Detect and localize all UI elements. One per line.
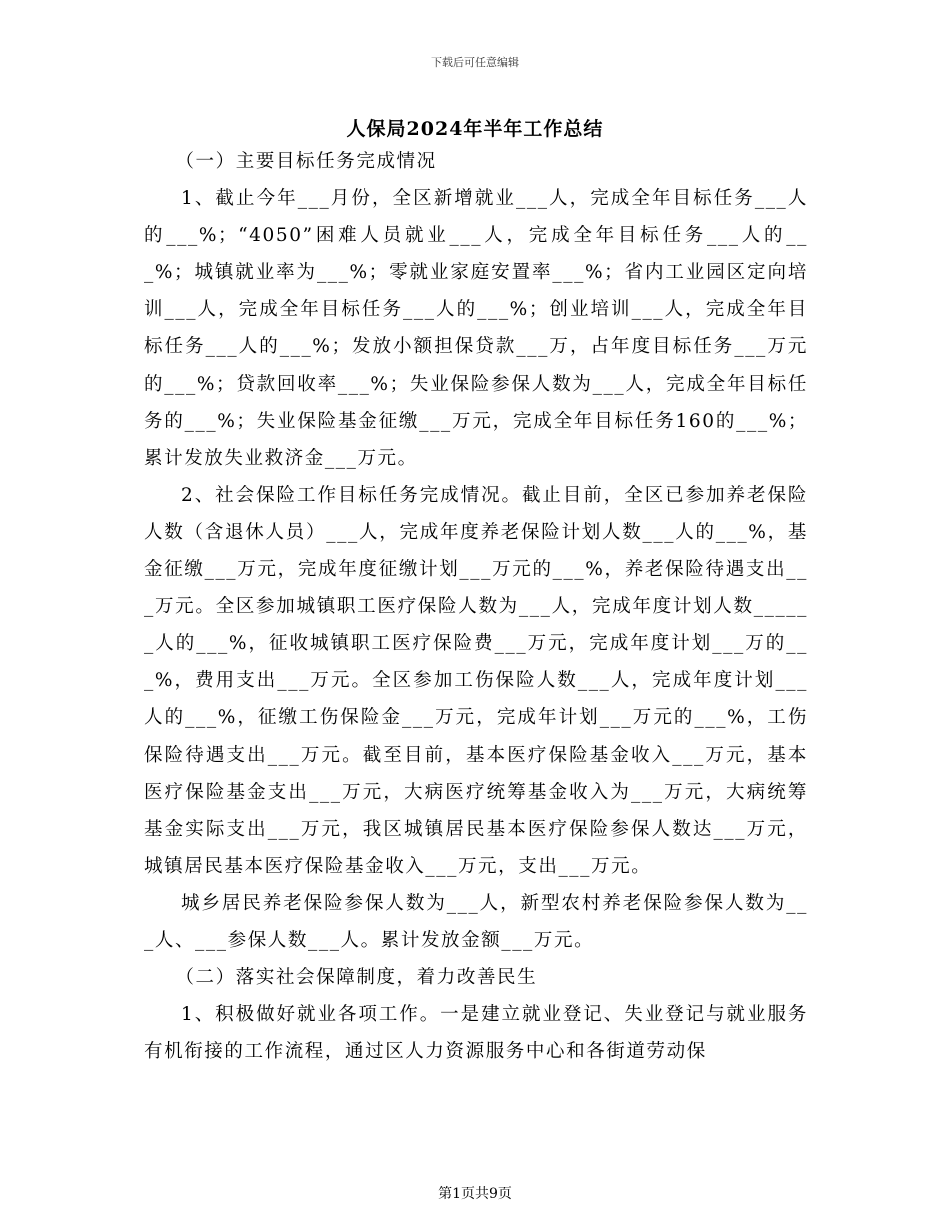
paragraph-social-insurance: 2、社会保险工作目标任务完成情况。截止目前，全区已参加养老保险人数（含退休人员）___人，完成年度养老保险计划人数___人的___%，基金征缴___万元，完成年度征缴计划___万元的___%，养老保险待遇支出___万元。全区参加城镇职工医疗保险人数为___人，完成年度计划人数______人的___%，征收城镇职工医疗保险费___万元，完成年度计划___万的___%，费用支出___万元。全区参加工伤保险人数___人，完成年度计划___人的___%，征缴工伤保险金___万元，完成年计划___万元的___%，工伤保险待遇支出___万元。截至目前，基本医疗保险基金收入___万元，基本医疗保险基金支出___万元，大病医疗统筹基金收入为___万元，大病统筹基金实际支出___万元，我区城镇居民基本医疗保险参保人数达___万元，城镇居民基本医疗保险基金收入___万元，支出___万元。 xyxy=(144,484,808,877)
document-body xyxy=(144,143,808,1070)
paragraph-employment-work: 1、积极做好就业各项工作。一是建立就业登记、失业登记与就业服务有机衔接的工作流程，通过区人力资源服务中心和各街道劳动保 xyxy=(144,1004,808,1063)
section-heading-1: （一）主要目标任务完成情况 xyxy=(175,151,437,172)
page-header-note: 下载后可任意编辑 xyxy=(431,56,519,69)
document-title: 人保局2024年半年工作总结 xyxy=(346,118,604,140)
section-heading-2: （二）落实社会保障制度，着力改善民生 xyxy=(175,967,538,989)
page-number-footer: 第1页共9页 xyxy=(438,1186,512,1202)
paragraph-employment-targets: 1、截止今年___月份，全区新增就业___人，完成全年目标任务___人的___%；“4050”困难人员就业___人，完成全年目标任务___人的___%；城镇就业率为___%；零就业家庭安置率___%；省内工业园区定向培训___人，完成全年目标任务___人的___%；创业培训___人，完成全年目标任务___人的___%；发放小额担保贷款___万，占年度目标任务___万元的___%；贷款回收率___%；失业保险参保人数为___人，完成全年目标任务的___%；失业保险基金征缴___万元，完成全年目标任务160的___%；累计发放失业救济金___万元。 xyxy=(144,188,808,469)
paragraph-resident-pension: 城乡居民养老保险参保人数为___人，新型农村养老保险参保人数为___人、___参保人数___人。累计发放金额___万元。 xyxy=(144,892,808,951)
